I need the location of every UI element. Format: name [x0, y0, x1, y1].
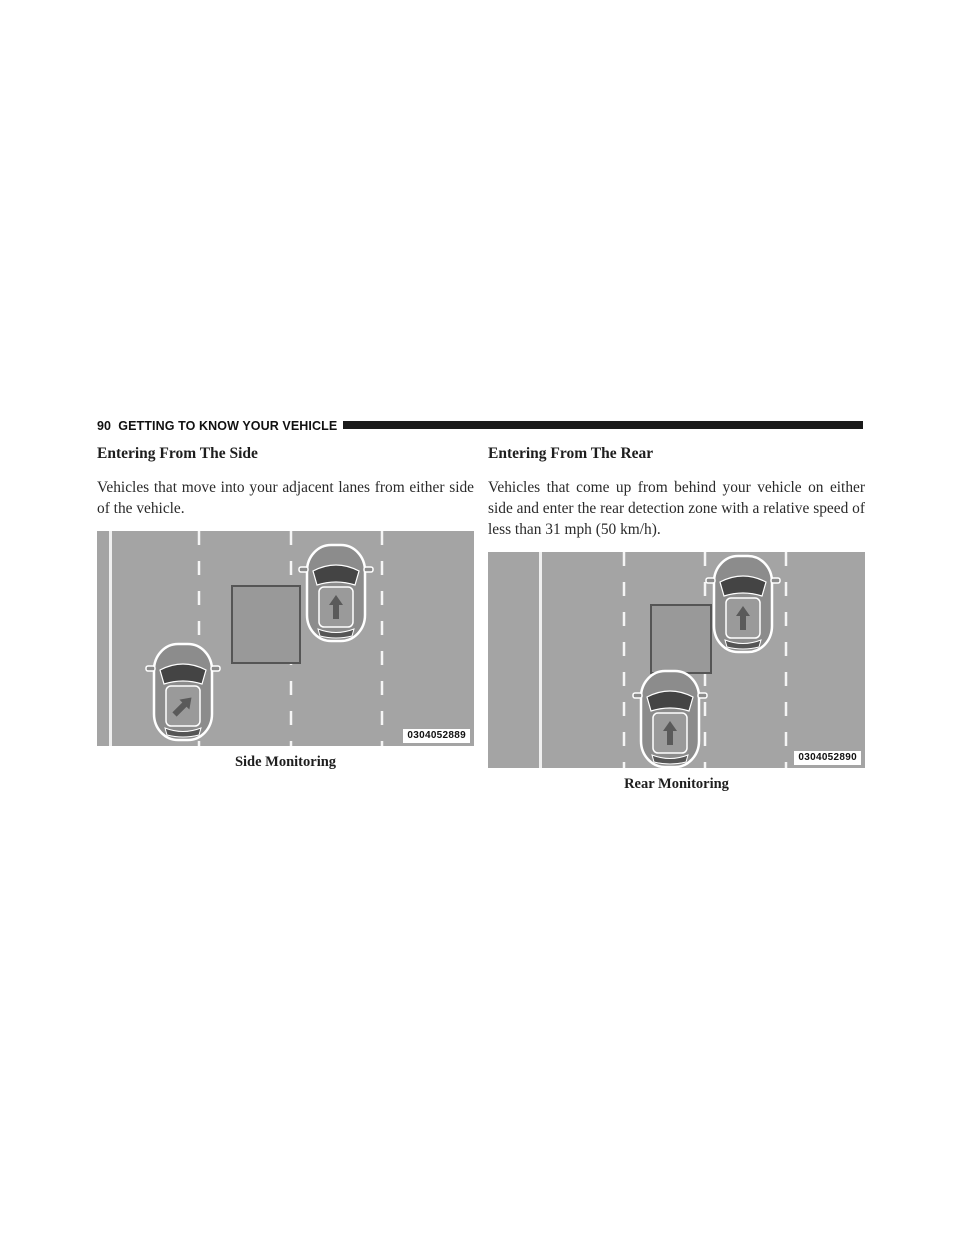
right-column	[488, 444, 865, 793]
side-monitoring-illustration	[97, 531, 474, 746]
figure-caption-rear: Rear Monitoring	[624, 776, 729, 792]
rear-monitoring-illustration	[488, 552, 865, 768]
page-header	[97, 418, 863, 434]
figure-code: 0304052889	[403, 729, 470, 743]
neighbor-car	[299, 545, 373, 641]
page-number: 90	[97, 419, 112, 433]
left-column	[97, 444, 474, 771]
merging-car	[146, 644, 220, 740]
approaching-car	[633, 671, 707, 767]
leading-car	[706, 556, 780, 652]
body-text-rear: Vehicles that come up from behind your vehicle on either side and enter the rear detection zone with a relative speed of less than 31 mph (50 km/h).	[488, 479, 865, 538]
page-header-text	[97, 418, 343, 434]
section-heading-rear: Entering From The Rear	[488, 445, 654, 462]
figure-code: 0304052890	[794, 751, 861, 765]
section-title: GETTING TO KNOW YOUR VEHICLE	[118, 419, 338, 433]
figure-caption-side: Side Monitoring	[234, 754, 337, 770]
side-monitoring-figure	[97, 531, 474, 746]
rear-monitoring-figure	[488, 552, 865, 768]
body-text-side: Vehicles that move into your adjacent lanes from either side of the vehicle.	[97, 479, 474, 517]
section-heading-side: Entering From The Side	[97, 445, 258, 462]
